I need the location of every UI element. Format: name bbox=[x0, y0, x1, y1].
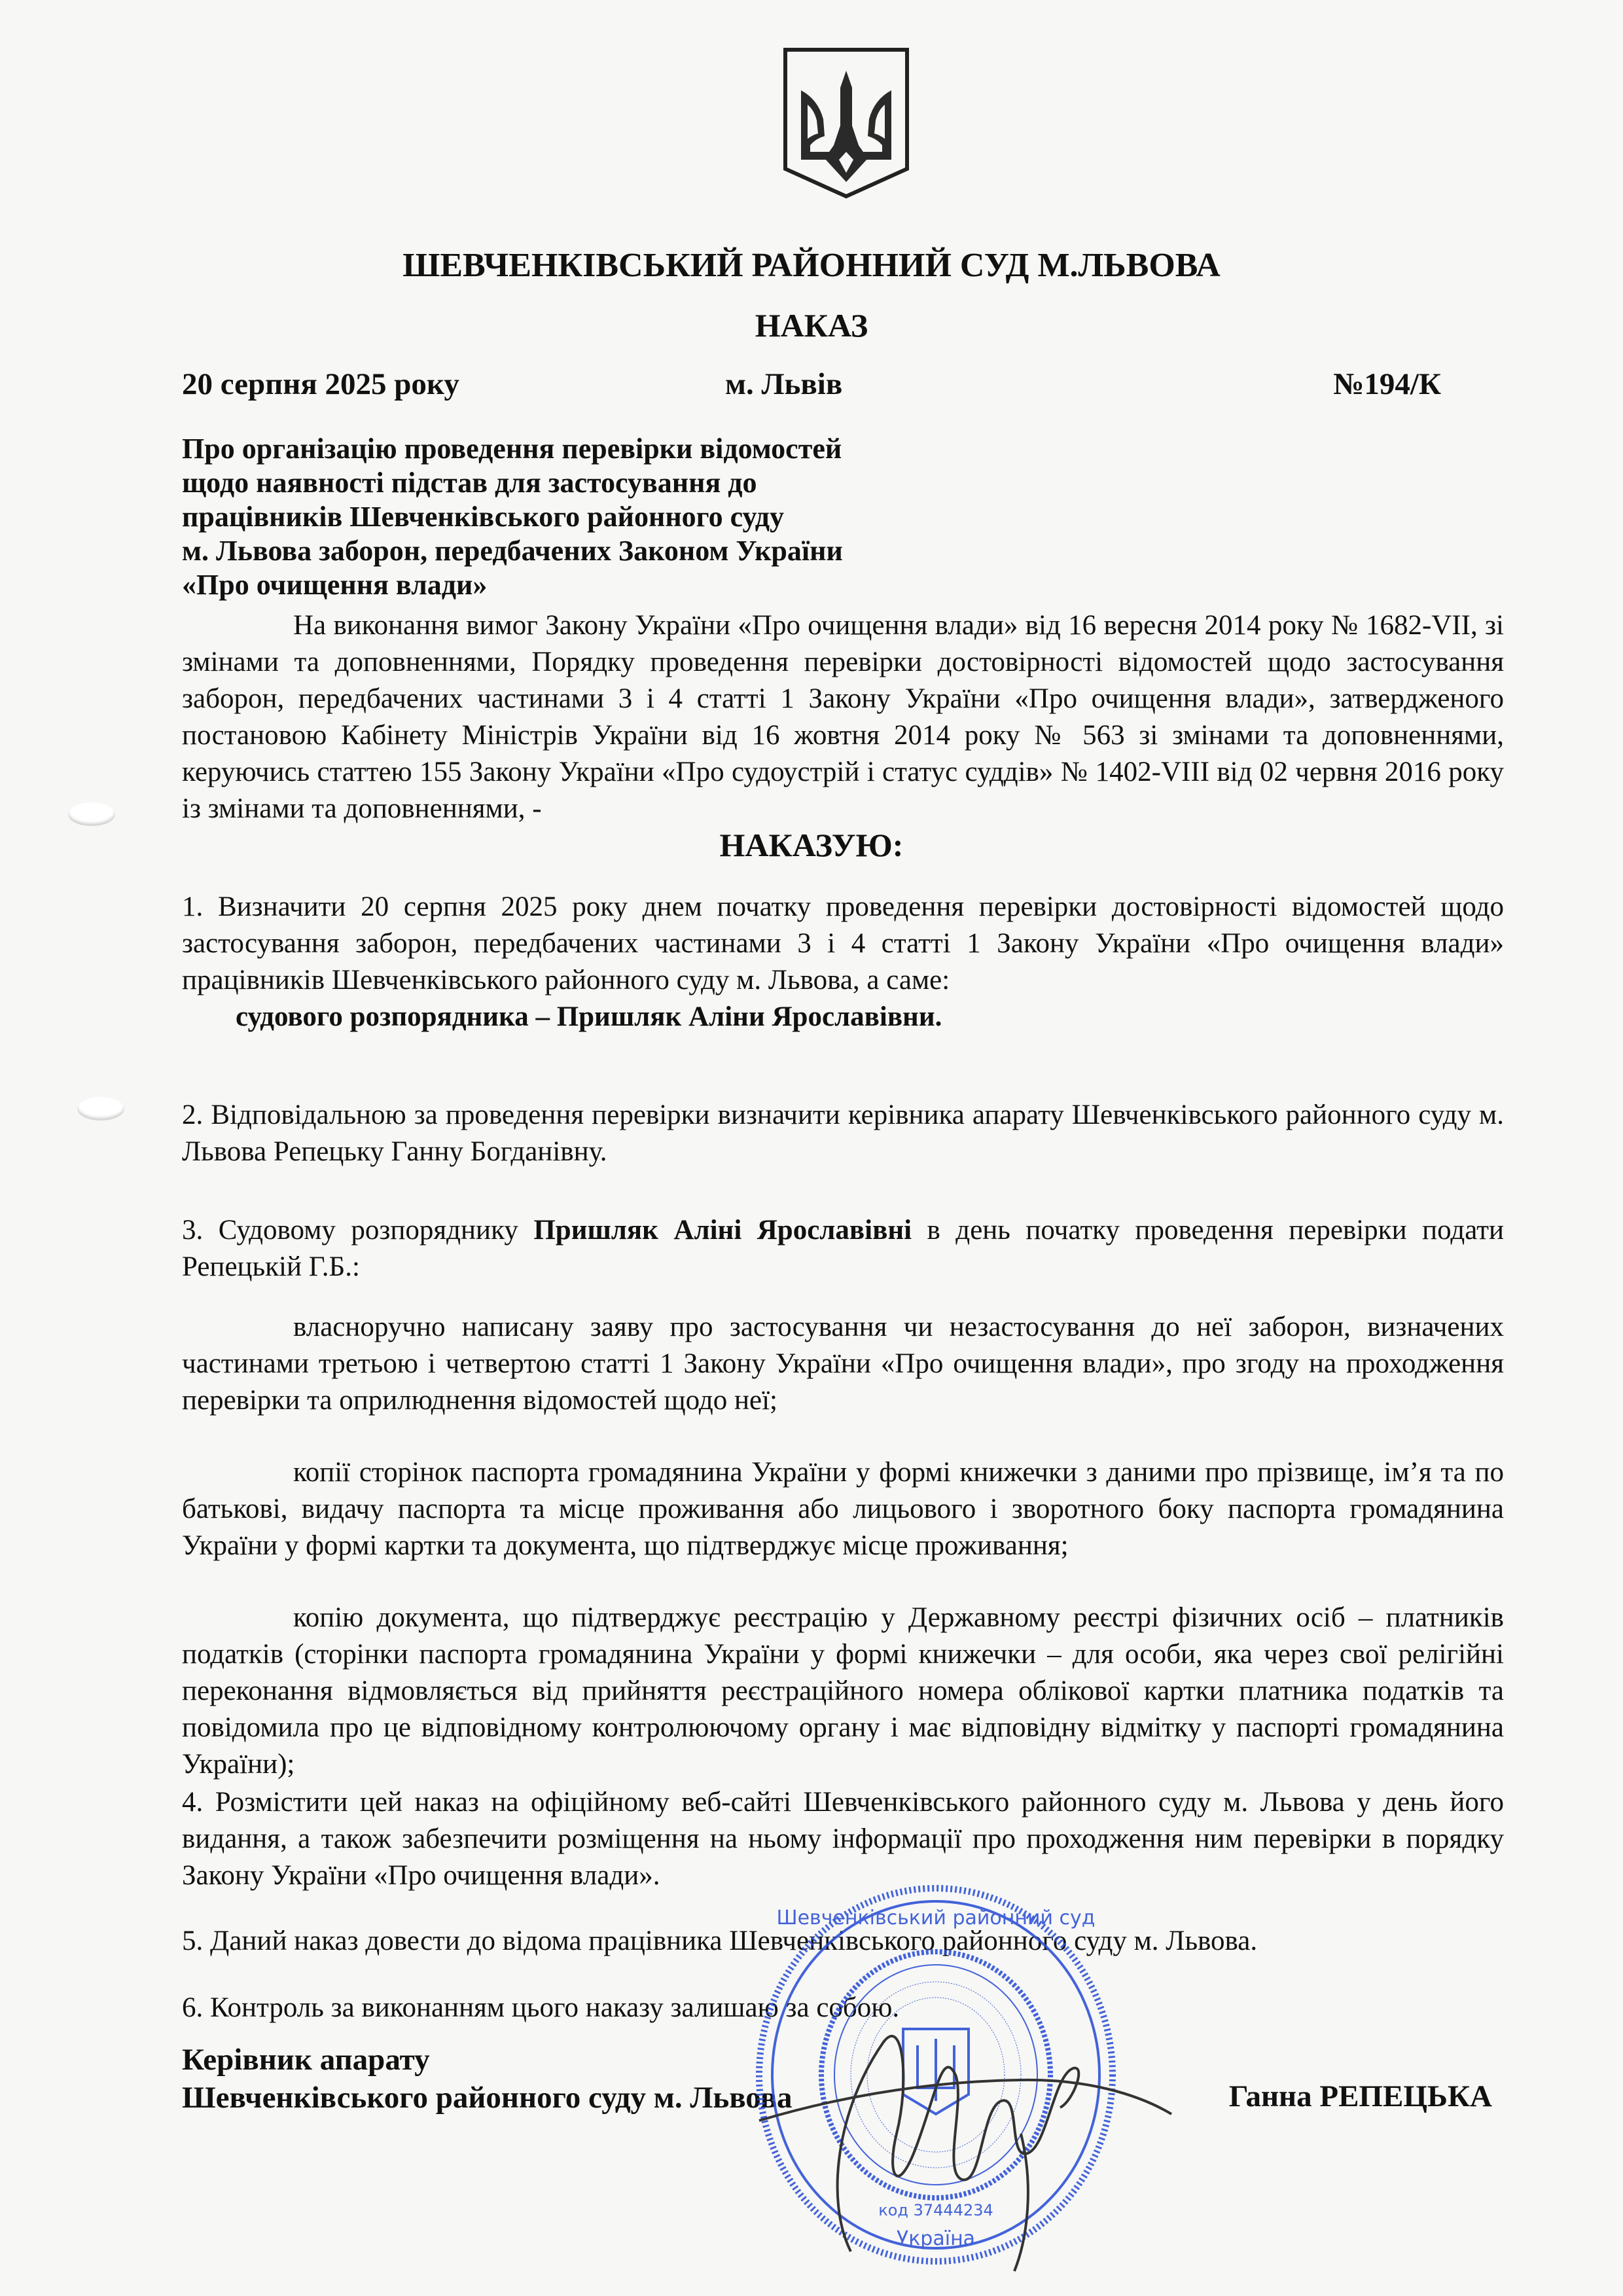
item-3-prefix: 3. Судовому розпоряднику bbox=[182, 1215, 534, 1246]
item-5: 5. Даний наказ довести до відома працівника Шевченківського районного суду м. Львова. bbox=[182, 1926, 1258, 1956]
item-4: 4. Розмістити цей наказ на офіційному веб-сайті Шевченківського районного суду м. Львова у день його видання, а також забезпечити розміщення на ньому інформації про проходження ним перевірки в порядку Закону України «Про очищення влади». bbox=[182, 1787, 1504, 1891]
subject-line: м. Львова заборон, передбачених Законом України bbox=[182, 535, 843, 567]
item-6: 6. Контроль за виконанням цього наказу залишаю за собою. bbox=[182, 1992, 900, 2023]
court-name-heading: ШЕВЧЕНКІВСЬКИЙ РАЙОННИЙ СУД М.ЛЬВОВА bbox=[402, 247, 1221, 284]
stamp-code-text: код 37444234 bbox=[878, 2201, 993, 2219]
stamp-ring-text: Шевченківський районний суд bbox=[776, 1907, 1096, 1929]
item-3 bbox=[182, 1212, 1504, 1285]
handwritten-signature-icon bbox=[746, 2003, 1178, 2278]
preamble-paragraph: На виконання вимог Закону України «Про очищення влади» від 16 вересня 2014 року № 1682-VII, зі змінами та доповненнями, Порядку проведення перевірки достовірності відомостей щодо застосування заборон, передбачених частинами 3 і 4 статті 1 Закону України «Про очищення влади», затвердженого постановою Кабінету Міністрів України від 16 жовтня 2014 року № 563 зі змінами та доповненнями, керуючись статтею 155 Закону України «Про судоустрій і статус суддів» № 1402-VIII від 02 червня 2016 року із змінами та доповненнями, - bbox=[182, 610, 1504, 824]
order-city: м. Львів bbox=[725, 367, 843, 401]
stamp-ring-text-bottom: Україна bbox=[896, 2227, 976, 2250]
subject-line: «Про очищення влади» bbox=[182, 569, 488, 601]
subject-line: щодо наявності підстав для застосування до bbox=[182, 467, 757, 499]
item-3-sub-1: власноручно написану заяву про застосування чи незастосування до неї заборон, визначених частинами третьою і четвертою статті 1 Закону України «Про очищення влади», про згоду на проходження перевірки та оприлюднення відомостей щодо неї; bbox=[182, 1312, 1504, 1416]
subject-line: Про організацію проведення перевірки відомостей bbox=[182, 433, 842, 465]
order-meta-row bbox=[182, 367, 1441, 406]
document-type-heading: НАКАЗ bbox=[755, 307, 868, 344]
punch-hole bbox=[77, 1097, 124, 1121]
item-3-sub-3: копію документа, що підтверджує реєстрацію у Державному реєстрі фізичних осіб – платників податків (сторінки паспорта громадянина України у формі книжечки – для особи, яка через свої релігійні переконання відмовляється від прийняття реєстраційного номера облікової картки платника податків та повідомила про це відповідному контролюючому органу і має відповідну відмітку у паспорті громадянина України); bbox=[182, 1602, 1504, 1780]
subject-line: працівників Шевченківського районного суду bbox=[182, 501, 785, 533]
item-3-sub-2: копії сторінок паспорта громадянина України у формі книжечки з даними про прізвище, ім’я та по батькові, видачу паспорта та місце проживання або лицьового і зворотного боку паспорта громадянина України у формі картки та документа, що підтверджує місце проживання; bbox=[182, 1457, 1504, 1561]
item-3-name: Пришляк Аліні Ярославівні bbox=[533, 1215, 912, 1246]
signature-position bbox=[182, 2041, 792, 2117]
signer-name: Ганна РЕПЕЦЬКА bbox=[1228, 2079, 1492, 2113]
signature-position-line-1: Керівник апарату bbox=[182, 2043, 430, 2077]
signature-position-line-2: Шевченківського районного суду м. Львова bbox=[182, 2081, 793, 2115]
decree-heading: НАКАЗУЮ: bbox=[719, 827, 904, 863]
order-number: №194/К bbox=[1333, 367, 1441, 401]
punch-hole bbox=[68, 802, 115, 826]
trident-emblem-icon bbox=[783, 47, 910, 199]
item-3-suffix: в день початку проведення перевірки подати Репецькій Г.Б.: bbox=[182, 1215, 1504, 1282]
item-1: 1. Визначити 20 серпня 2025 року днем початку проведення перевірки достовірності відомостей щодо застосування заборон, передбачених частинами 3 і 4 статті 1 Закону України «Про очищення влади» працівників Шевченківського районного суду м. Львова, а саме: bbox=[182, 891, 1504, 996]
item-2: 2. Відповідальною за проведення перевірки визначити керівника апарату Шевченківського районного суду м. Львова Репецьку Ганну Богданівну. bbox=[182, 1100, 1504, 1167]
order-subject bbox=[182, 432, 928, 602]
order-date: 20 серпня 2025 року bbox=[182, 367, 459, 401]
item-1-person: судового розпорядника – Пришляк Аліни Ярославівни. bbox=[236, 1001, 942, 1032]
